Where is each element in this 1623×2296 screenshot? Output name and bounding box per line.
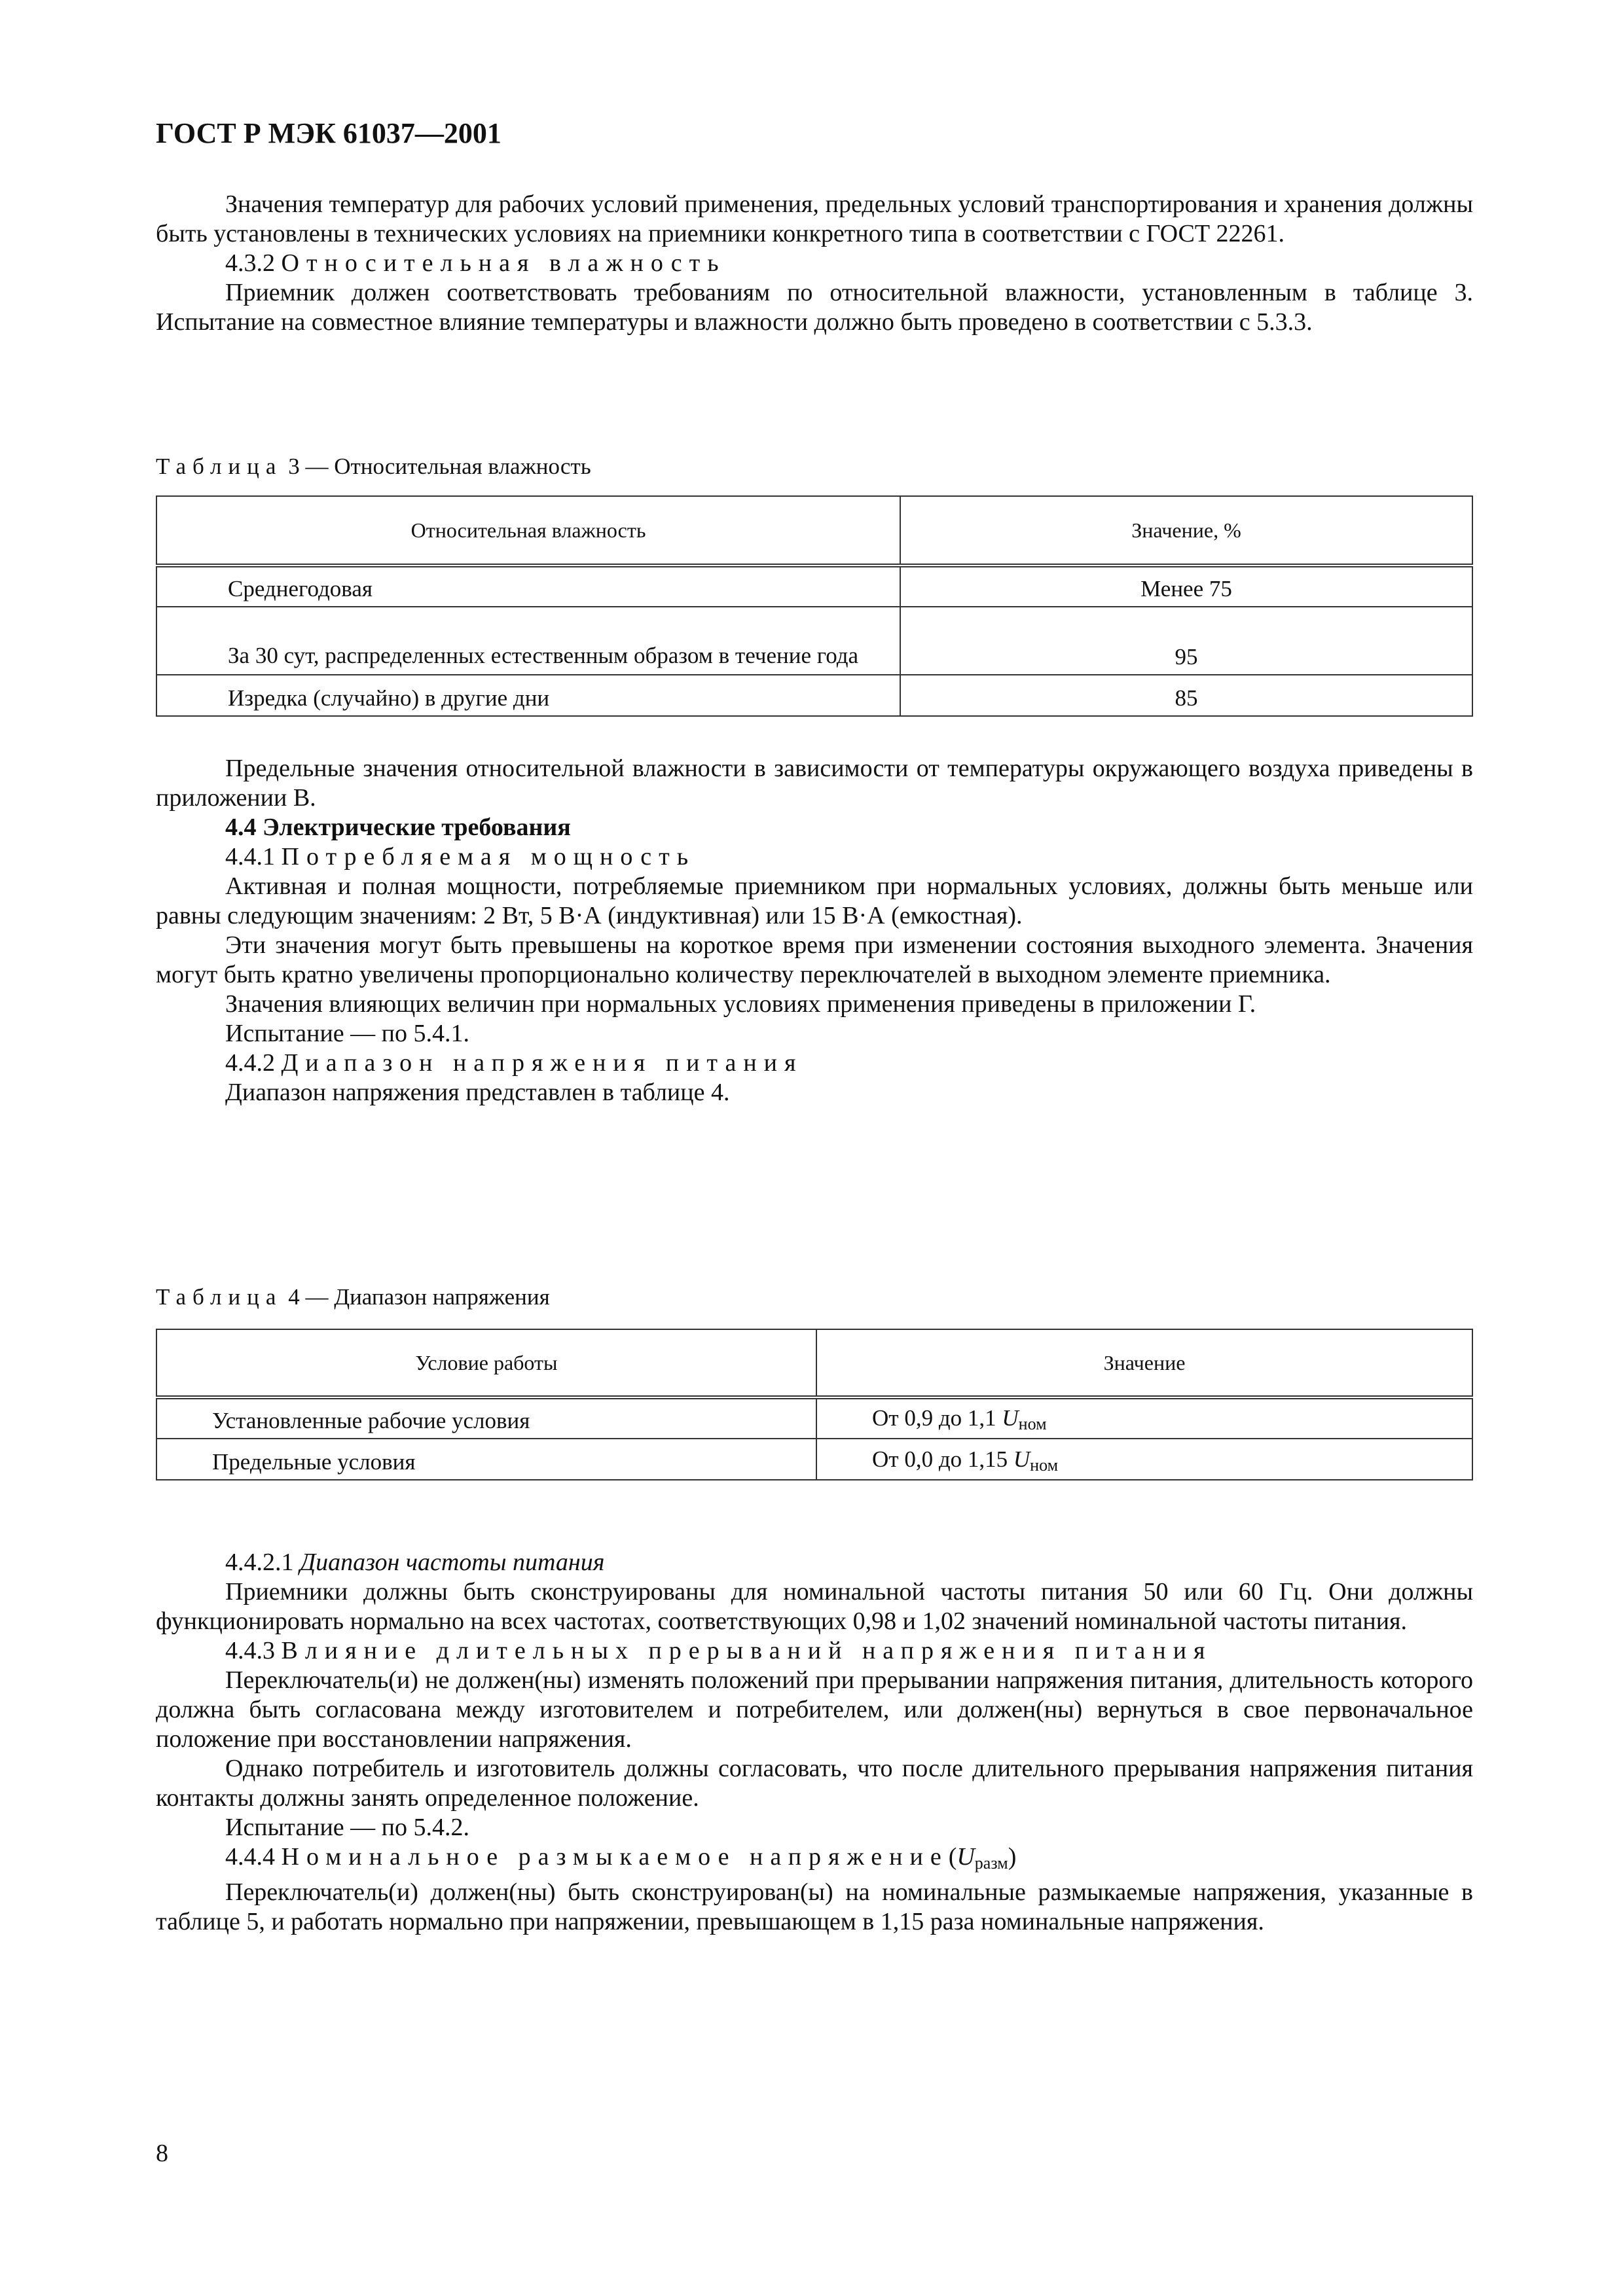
table-4	[156, 1329, 1473, 1480]
table-cell: 95	[900, 607, 1472, 675]
column-header: Значение	[816, 1329, 1472, 1397]
column-header: Условие работы	[156, 1329, 816, 1397]
paragraph: Активная и полная мощности, потребляемые приемником при нормальных условиях, должны быть меньше или равны следующим значениям: 2 Вт, 5 В·А (индуктивная) или 15 В·А (емкостная).	[156, 872, 1473, 929]
text-block-2	[156, 754, 1473, 1107]
voltage-subscript: разм	[974, 1854, 1008, 1873]
table-cell: Предельные условия	[156, 1439, 816, 1480]
caption-word: Таблица	[156, 454, 283, 479]
table-row	[156, 675, 1472, 716]
section-number: 4.4.1	[225, 843, 275, 870]
value-text: От 0,0 до 1,15	[872, 1446, 1008, 1472]
section-heading-4-4: 4.4 Электрические требования	[225, 814, 571, 841]
value-text: От 0,9 до 1,1	[872, 1405, 996, 1431]
paragraph: Диапазон напряжения представлен в таблице 4.	[225, 1079, 730, 1106]
section-heading-4-4-1	[156, 842, 1473, 872]
table-row	[156, 607, 1472, 675]
section-title: Относительная влажность	[281, 249, 726, 277]
paragraph: Приемник должен соответствовать требованиям по относительной влажности, установленным в таблице 3. Испытание на совместное влияние температуры и влажности должно быть проведено в соответствии с 5.3.3.	[156, 279, 1473, 336]
table-3-caption	[156, 454, 591, 480]
section-title: Влияние длительных прерываний напряжения питания	[281, 1637, 1213, 1664]
paragraph: Испытание — по 5.4.2.	[225, 1814, 469, 1841]
column-header: Относительная влажность	[156, 496, 900, 565]
voltage-symbol: U	[1002, 1405, 1019, 1431]
section-title: Диапазон напряжения питания	[281, 1049, 803, 1077]
table-cell	[816, 1397, 1472, 1439]
paragraph: Значения влияющих величин при нормальных условиях применения приведены в приложении Г.	[225, 990, 1256, 1018]
voltage-symbol: U	[1013, 1446, 1030, 1472]
section-heading-4-4-3	[156, 1636, 1473, 1666]
table-cell: Установленные рабочие условия	[156, 1397, 816, 1439]
table-header-row	[156, 1329, 1472, 1397]
column-header: Значение, %	[900, 496, 1472, 565]
section-number: 4.4.4	[225, 1843, 275, 1871]
table-cell: За 30 сут, распределенных естественным образом в течение года	[156, 607, 900, 675]
section-title: Диапазон частоты питания	[300, 1549, 605, 1576]
text-block-1	[156, 190, 1473, 337]
section-number: 4.4.3	[225, 1637, 275, 1664]
caption-text: 3 — Относительная влажность	[288, 454, 591, 479]
page-number: 8	[156, 2140, 168, 2167]
paragraph: Однако потребитель и изготовитель должны согласовать, что после длительного прерывания напряжения питания контакты должны занять определенное положение.	[156, 1755, 1473, 1812]
caption-word: Таблица	[156, 1284, 283, 1310]
table-cell: Изредка (случайно) в другие дни	[156, 675, 900, 716]
voltage-subscript: ном	[1018, 1414, 1047, 1433]
document-header: ГОСТ Р МЭК 61037—2001	[156, 117, 501, 149]
text-block-3	[156, 1548, 1473, 1937]
table-cell: Менее 75	[900, 565, 1472, 607]
section-heading-4-4-4: 4.4.4 Номинальное размыкаемое $напряжение(U_{разм})$	[225, 1843, 1017, 1873]
section-heading-4-4-2	[156, 1049, 1473, 1078]
table-row	[156, 1397, 1472, 1439]
table-cell: Среднегодовая	[156, 565, 900, 607]
paragraph: Приемники должны быть сконструированы для номинальной частоты питания 50 или 60 Гц. Они должны функционировать нормально на всех частотах, соответствующих 0,98 и 1,02 значений номинальной частоты питания.	[156, 1578, 1473, 1635]
section-number: 4.4.2	[225, 1049, 275, 1077]
paragraph: Испытание — по 5.4.1.	[225, 1020, 469, 1047]
section-heading-4-4-2-1	[156, 1548, 1473, 1577]
table-row	[156, 1439, 1472, 1480]
table-3	[156, 495, 1473, 717]
table-cell: 85	[900, 675, 1472, 716]
table-row	[156, 565, 1472, 607]
section-number: 4.4.2.1	[225, 1549, 294, 1576]
paragraph: Эти значения могут быть превышены на короткое время при изменении состояния выходного элемента. Значения могут быть кратно увеличены пропорционально количеству переключателей в выходном элементе приемника.	[156, 931, 1473, 988]
paragraph: Предельные значения относительной влажности в зависимости от температуры окружающего воздуха приведены в приложении В.	[156, 755, 1473, 812]
table-4-caption	[156, 1284, 550, 1310]
section-title: Номинальное размыкаемое напряжение	[281, 1843, 949, 1871]
paragraph: Переключатель(и) должен(ны) быть сконструирован(ы) на номинальные размыкаемые напряжения, указанные в таблице 5, и работать нормально при напряжении, превышающем в 1,15 раза номинальные напряжения.	[156, 1878, 1473, 1935]
voltage-symbol: U	[957, 1843, 975, 1871]
caption-text: 4 — Диапазон напряжения	[288, 1284, 550, 1310]
voltage-subscript: ном	[1030, 1456, 1059, 1475]
paragraph: Значения температур для рабочих условий применения, предельных условий транспортирования и хранения должны быть установлены в технических условиях на приемники конкретного типа в соответствии с ГОСТ 22261.	[156, 190, 1473, 247]
section-heading-4-3-2	[156, 249, 1473, 278]
table-cell	[816, 1439, 1472, 1480]
table-header-row	[156, 496, 1472, 565]
section-number: 4.3.2	[225, 249, 275, 277]
paragraph: Переключатель(и) не должен(ны) изменять положений при прерывании напряжения питания, длительность которого должна быть согласована между изготовителем и потребителем, или должен(ны) вернуться в свое первоначальное положение при восстановлении напряжения.	[156, 1666, 1473, 1753]
section-title: Потребляемая мощность	[281, 843, 696, 870]
